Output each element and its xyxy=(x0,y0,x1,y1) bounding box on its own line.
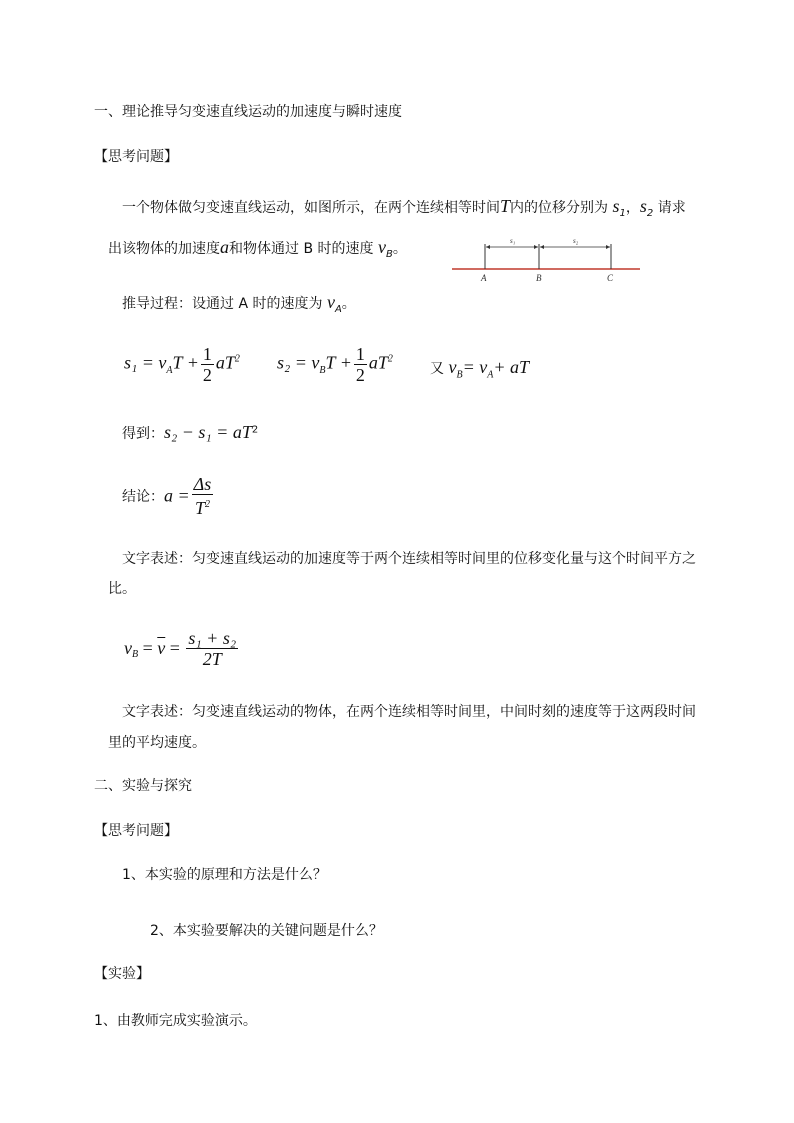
var-s2-sub: 2 xyxy=(646,207,654,219)
motion-figure xyxy=(452,232,642,284)
var-vB: v xyxy=(377,237,386,257)
result-sq: 2 xyxy=(251,424,259,436)
var-vA-sub: A xyxy=(334,303,342,315)
derivation-intro xyxy=(122,292,356,315)
conclusion-num: Δs xyxy=(193,474,212,494)
desc2-line2: 里的平均速度。 xyxy=(108,735,206,751)
equation-s1 xyxy=(124,344,240,385)
problem-line-1 xyxy=(122,196,686,219)
also-text: 又 xyxy=(430,361,444,377)
eq2-vsub: B xyxy=(319,365,326,377)
problem-line-2 xyxy=(108,237,407,260)
vb-eq2: = xyxy=(169,638,180,658)
conclusion-label: 结论： xyxy=(122,489,164,505)
eq2-lhs: s₂ = v xyxy=(277,352,320,373)
desc2-line1: 文字表述：匀变速直线运动的物体，在两个连续相等时间里，中间时刻的速度等于这两段时间 xyxy=(122,704,696,720)
s1-label: s₁ xyxy=(510,237,516,245)
var-s1-sub: 1 xyxy=(619,207,626,219)
think-label-2: 【思考问题】 xyxy=(94,823,178,839)
vb-num: s₁ + s₂ xyxy=(188,628,237,648)
eq3-v: v xyxy=(448,357,457,377)
var-a: a xyxy=(220,237,229,257)
desc1-line1: 文字表述：匀变速直线运动的加速度等于两个连续相等时间里的位移变化量与这个时间平方之 xyxy=(122,551,696,567)
equation-vB xyxy=(430,357,529,381)
vb-den: 2T xyxy=(202,649,222,669)
half-num: 1 xyxy=(202,344,212,364)
var-s2: s xyxy=(639,196,647,216)
section2-heading: 二、实验与探究 xyxy=(94,778,192,794)
point-B-label: B xyxy=(536,273,542,283)
eq1-vsub: A xyxy=(166,365,173,377)
derivation-end: 。 xyxy=(341,296,356,312)
eq1-aT: aT xyxy=(215,352,235,373)
eq1-lhs: s₁ = v xyxy=(124,352,167,373)
question-2: 2、本实验要解决的关键问题是什么？ xyxy=(150,923,383,939)
s2-label: s₂ xyxy=(573,237,579,245)
vb-v: v xyxy=(124,638,132,658)
conclusion-lhs: a = xyxy=(164,485,190,506)
vb-sub: B xyxy=(132,649,139,661)
question-1: 1、本实验的原理和方法是什么？ xyxy=(122,867,327,883)
point-C-label: C xyxy=(607,273,614,283)
problem-text: 请求 xyxy=(657,200,686,216)
comma: ， xyxy=(625,200,640,216)
var-s1: s xyxy=(612,196,620,216)
vb-vbar: $\overline{v}$ xyxy=(157,638,166,658)
problem-text: 出该物体的加速度 xyxy=(108,241,220,257)
result-eq: s₂ − s₁ = aT xyxy=(164,422,252,442)
equation-s2 xyxy=(277,344,393,385)
conclusion-sq: 2 xyxy=(204,499,210,510)
result-line xyxy=(122,422,258,443)
result-label: 得到： xyxy=(122,426,164,442)
think-label-1: 【思考问题】 xyxy=(94,149,178,165)
eq2-mid: T + xyxy=(325,352,352,373)
half-den: 2 xyxy=(355,365,365,385)
experiment-step-1: 1、由教师完成实验演示。 xyxy=(94,1013,257,1029)
eq3-sub2: A xyxy=(487,369,494,381)
var-vB-sub: B xyxy=(385,248,393,260)
eq2-aT: aT xyxy=(368,352,388,373)
vb-eq: = xyxy=(142,638,153,658)
eq1-mid: T + xyxy=(172,352,199,373)
var-T: T xyxy=(500,196,511,216)
eq3-mid: = v xyxy=(462,357,488,377)
section1-heading: 一、理论推导匀变速直线运动的加速度与瞬时速度 xyxy=(94,104,402,120)
problem-text: 和物体通过 B 时的速度 xyxy=(229,241,374,257)
eq3-end: + aT xyxy=(493,357,529,377)
problem-end: 。 xyxy=(392,241,407,257)
eq1-sq: 2 xyxy=(234,353,240,365)
problem-text: 一个物体做匀变速直线运动，如图所示，在两个连续相等时间 xyxy=(122,200,500,216)
var-vA: v xyxy=(326,292,335,312)
eq2-sq: 2 xyxy=(387,353,393,365)
conclusion-line xyxy=(122,474,215,518)
vB-equation xyxy=(124,628,240,669)
derivation-text: 推导过程：设通过 A 时的速度为 xyxy=(122,296,323,312)
conclusion-den: T xyxy=(194,498,205,518)
eq3-sub1: B xyxy=(456,369,463,381)
point-A-label: A xyxy=(481,273,487,283)
half-num: 1 xyxy=(355,344,365,364)
problem-text: 内的位移分别为 xyxy=(510,200,609,216)
half-den: 2 xyxy=(202,365,212,385)
experiment-label: 【实验】 xyxy=(94,966,150,982)
desc1-line2: 比。 xyxy=(108,581,136,597)
